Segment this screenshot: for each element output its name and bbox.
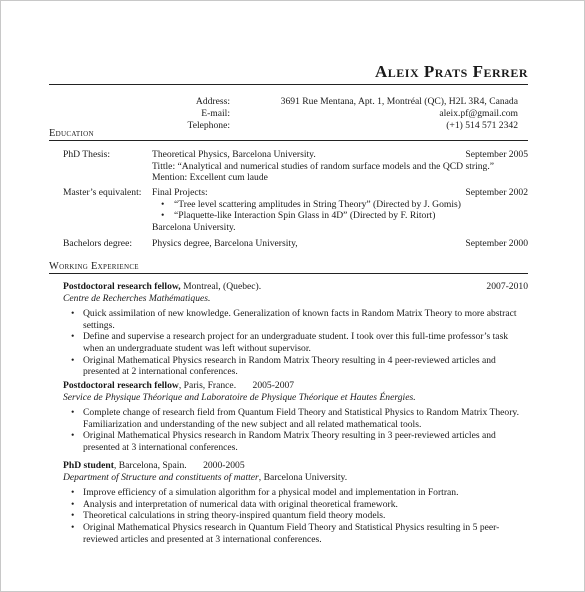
job-3-date: 2000-2005 [203,460,245,471]
list-item: • Improve efficiency of a simulation algorithm for a physical model and implementation in Fortran. [83,487,524,499]
edu-phd-label: PhD Thesis: [63,149,110,160]
edu-phd-line3: Mention: Excellent cum laude [152,172,268,184]
job-1-place: Montreal, (Quebec). [180,281,262,292]
job-3-place: , Barcelona, Spain. [113,460,187,471]
list-item: • Complete change of research field from Quantum Field Theory and Statistical Physics to Random Matrix Theory. Familiarization and understanding of the new subject and all related mathematical tools. [83,407,524,430]
edu-masters-projects [152,199,518,222]
job-3-org-dept: Department of Structure and constituents of matter [63,471,259,483]
job-3-bullets [63,487,528,545]
job-3-role: PhD student [63,460,114,471]
list-item: • “Tree level scattering amplitudes in String Theory” (Directed by J. Gomis) [174,199,518,211]
address-value: 3691 Rue Mentana, Apt. 1, Montréal (QC), H2L 3R4, Canada [280,96,518,107]
edu-masters-line2: Barcelona University. [152,221,236,233]
list-item: • “Plaquette-like Interaction Spin Glass in 4D” (Directed by F. Ritort) [174,210,518,222]
list-item: • Original Mathematical Physics research in Random Matrix Theory resulting in 3 peer-reviewed articles and presented at 3 international conferences. [83,430,524,453]
education-heading: Education [49,128,528,141]
contact-labels [188,96,230,132]
list-item: • Analysis and interpretation of numerical data with original theoretical framework. [83,499,524,511]
job-1-header [63,281,528,293]
edu-phd-date: September 2005 [465,149,528,160]
edu-phd-line2: Tittle: “Analytical and numerical studies of random surface models and the QCD string.” [152,160,495,172]
resume-name: Aleix Prats Ferrer [374,62,528,81]
job-2-header [63,380,528,392]
name-divider [49,84,528,85]
edu-bachelors-date: September 2000 [465,238,528,249]
phone-label: Telephone: [187,120,230,131]
job-1-bullets [63,308,528,378]
contact-values [281,96,518,132]
phone-value: (+1) 514 571 2342 [446,120,518,131]
job-2-date: 2005-2007 [252,380,295,391]
job-3-header [63,460,528,472]
list-item: • Define and supervise a research project for an undergraduate student. I took over this full-time professor’s task when an undergraduate student was left without supervisor. [83,331,524,354]
job-entry-3 [63,460,528,545]
edu-phd-line1: Theoretical Physics, Barcelona University. [152,149,316,160]
edu-masters-date: September 2002 [465,187,528,198]
list-item: • Quick assimilation of new knowledge. Generalization of known facts in Random Matrix Theory to more abstract settings. [83,308,524,331]
job-3-org-univ: , Barcelona University. [258,471,348,483]
edu-phd-body [152,149,518,184]
edu-masters-label: Master’s equivalent: [63,187,142,198]
job-3-org [63,472,528,484]
job-entry-2 [63,380,528,454]
job-2-role: Postdoctoral research fellow [63,380,179,391]
job-2-place: , Paris, France. [178,380,237,391]
email-value[interactable]: aleix.pf@gmail.com [439,108,518,119]
email-label: E-mail: [201,108,230,119]
job-2-org: Service de Physique Théorique and Laboratoire de Physique Théorique et Hautes Énergies. [63,391,416,403]
work-heading: Working Experience [49,261,528,274]
edu-masters-body [152,187,518,233]
edu-bachelors-line1: Physics degree, Barcelona University, [152,238,298,249]
job-1-date: 2007-2010 [486,281,528,292]
address-label: Address: [195,96,230,107]
list-item: • Theoretical calculations in string theory-inspired quantum field theory models. [83,510,524,522]
edu-bachelors-body [152,238,518,250]
edu-masters-line1: Final Projects: [152,187,208,198]
list-item: • Original Mathematical Physics research in Random Matrix Theory resulting in 4 peer-reviewed articles and presented at 2 international conferences. [83,355,524,378]
job-1-org: Centre de Recherches Mathématiques. [63,292,211,304]
list-item: • Original Mathematical Physics research in Quantum Field Theory and Statistical Physics resulting in 5 peer-reviewed articles and presented at 3 international conferences. [83,522,524,545]
job-2-bullets [63,407,528,453]
edu-bachelors-label: Bachelors degree: [63,238,132,249]
job-entry-1 [63,281,528,378]
job-1-role: Postdoctoral research fellow, [63,281,181,292]
